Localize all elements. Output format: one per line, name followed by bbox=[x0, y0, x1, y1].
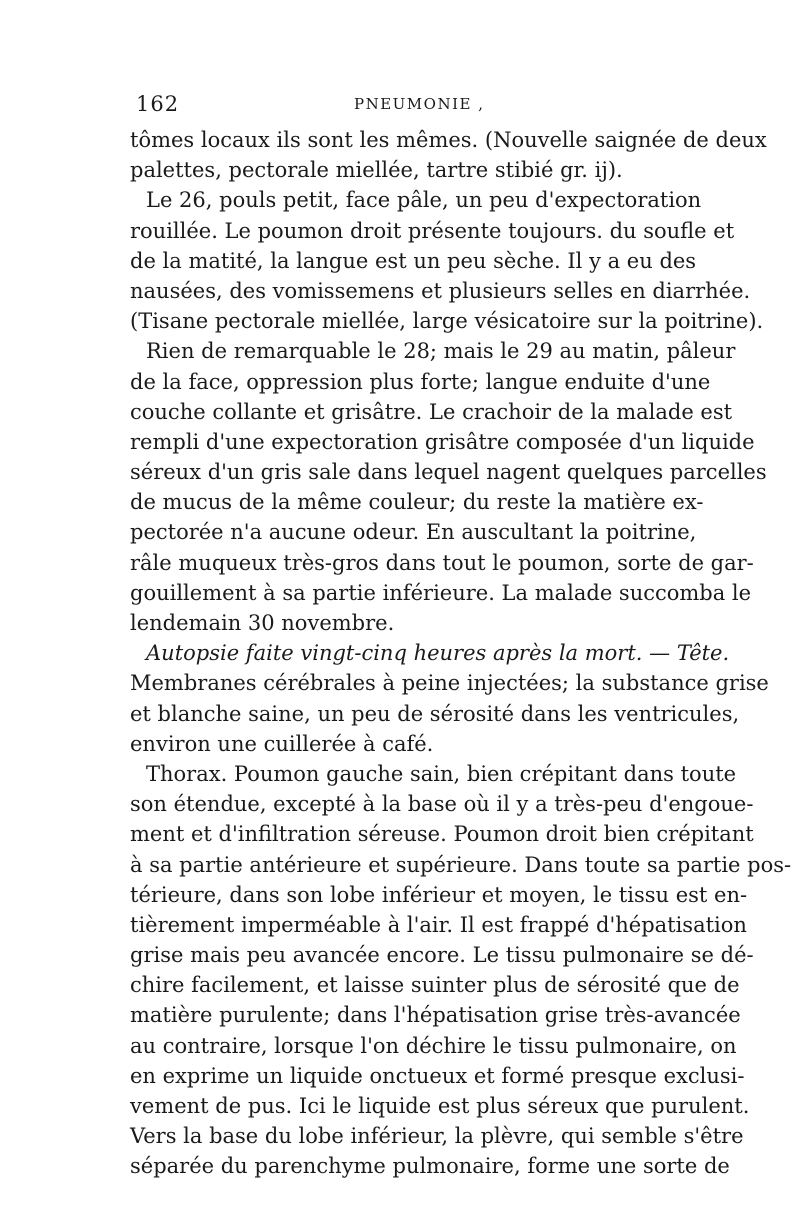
running-title: PNEUMONIE , bbox=[354, 95, 485, 113]
text-line: râle muqueux très-gros dans tout le poumon, sorte de gar- bbox=[130, 550, 754, 575]
autopsy-heading-line: Autopsie faite vingt-cinq heures après la mort. — Tête. bbox=[146, 641, 730, 666]
text-line: de la matité, la langue est un peu sèche. Il y a eu des bbox=[130, 248, 697, 273]
text-line: nausées, des vomissemens et plusieurs selles en diarrhée. bbox=[130, 278, 751, 303]
text-line: palettes, pectorale miellée, tartre stibié gr. ij). bbox=[130, 158, 623, 183]
paragraph-start-line: Thorax. Poumon gauche sain, bien crépitant dans toute bbox=[146, 761, 737, 786]
text-line: séparée du parenchyme pulmonaire, forme une sorte de bbox=[130, 1154, 730, 1179]
text-line: et blanche saine, un peu de sérosité dans les ventricules, bbox=[130, 701, 740, 726]
text-line: térieure, dans son lobe inférieur et moyen, le tissu est en- bbox=[130, 882, 748, 907]
text-line: ment et d'infiltration séreuse. Poumon droit bien crépitant bbox=[130, 822, 754, 847]
text-line: de mucus de la même couleur; du reste la matière ex- bbox=[130, 490, 704, 515]
page-number: 162 bbox=[136, 92, 180, 116]
text-line: Vers la base du lobe inférieur, la plèvre, qui semble s'être bbox=[130, 1124, 744, 1149]
text-line: gouillement à sa partie inférieure. La malade succomba le bbox=[130, 580, 752, 605]
text-line: en exprime un liquide onctueux et formé presque exclusi- bbox=[130, 1063, 745, 1088]
text-line: chire facilement, et laisse suinter plus de sérosité que de bbox=[130, 973, 740, 998]
paragraph-start-line: Rien de remarquable le 28; mais le 29 au matin, pâleur bbox=[146, 339, 736, 364]
text-line: tômes locaux ils sont les mêmes. (Nouvelle saignée de deux bbox=[130, 128, 767, 152]
text-line: de la face, oppression plus forte; langue enduite d'une bbox=[130, 369, 711, 394]
text-line: tièrement imperméable à l'air. Il est frappé d'hépatisation bbox=[130, 912, 747, 937]
text-line: vement de pus. Ici le liquide est plus séreux que purulent. bbox=[130, 1094, 750, 1118]
running-head bbox=[136, 92, 668, 120]
text-line: lendemain 30 novembre. bbox=[130, 611, 395, 635]
text-line: Membranes cérébrales à peine injectées; la substance grise bbox=[130, 671, 769, 696]
text-line: rempli d'une expectoration grisâtre composée d'un liquide bbox=[130, 429, 755, 454]
text-line: couche collante et grisâtre. Le crachoir de la malade est bbox=[130, 399, 733, 424]
text-line: environ une cuillerée à café. bbox=[130, 731, 434, 756]
text-line: au contraire, lorsque l'on déchire le tissu pulmonaire, on bbox=[130, 1033, 737, 1058]
text-line: pectorée n'a aucune odeur. En auscultant la poitrine, bbox=[130, 520, 697, 545]
body-text bbox=[130, 125, 792, 1182]
text-line: rouillée. Le poumon droit présente toujours. du soufle et bbox=[130, 218, 735, 243]
text-line: son étendue, excepté à la base où il y a très-peu d'engoue- bbox=[130, 792, 754, 817]
text-line: à sa partie antérieure et supérieure. Dans toute sa partie pos- bbox=[130, 852, 792, 877]
paragraph-start-line: Le 26, pouls petit, face pâle, un peu d'expectoration bbox=[146, 188, 702, 213]
text-line: (Tisane pectorale miellée, large vésicatoire sur la poitrine). bbox=[130, 309, 764, 334]
text-line: séreux d'un gris sale dans lequel nagent quelques parcelles bbox=[130, 460, 767, 485]
text-line: grise mais peu avancée encore. Le tissu pulmonaire se dé- bbox=[130, 943, 754, 968]
text-line: matière purulente; dans l'hépatisation grise très-avancée bbox=[130, 1003, 741, 1028]
